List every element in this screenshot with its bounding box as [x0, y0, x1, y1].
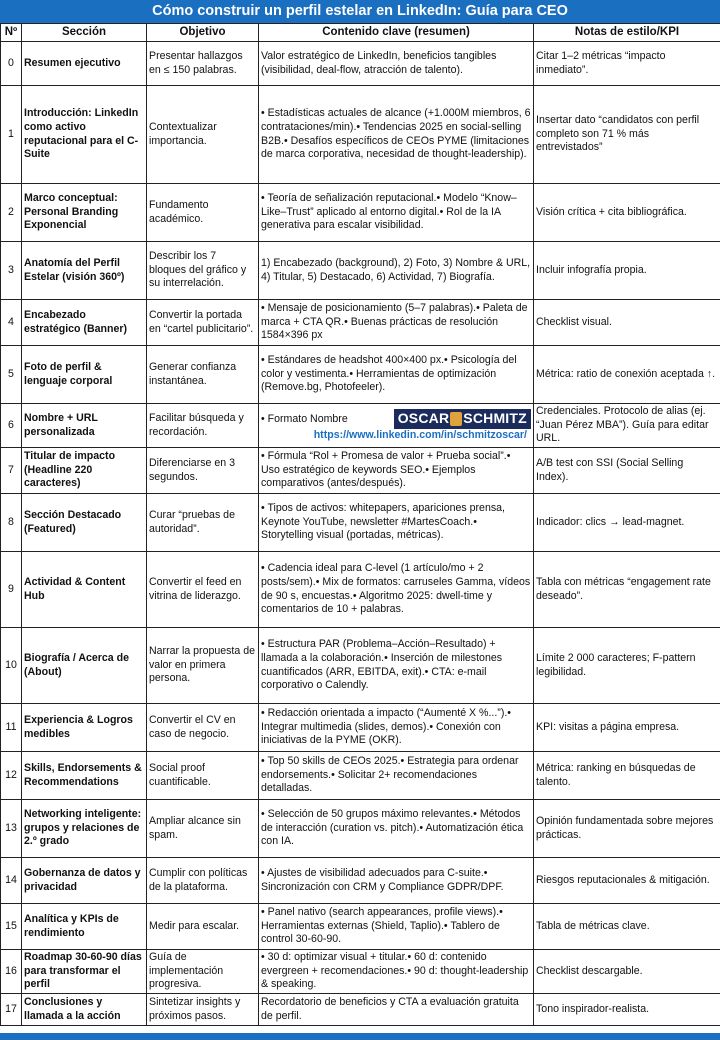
table-row: [1, 42, 720, 86]
row-objective: Convertir el CV en caso de negocio.: [147, 704, 259, 752]
row-objective: Ampliar alcance sin spam.: [147, 800, 259, 858]
row-notes: Métrica: ranking en búsquedas de talento.: [534, 752, 720, 800]
row-content: Recordatorio de beneficios y CTA a evaluación gratuita de perfil.: [259, 994, 534, 1026]
row-objective: Sintetizar insights y próximos pasos.: [147, 994, 259, 1026]
row-objective: Fundamento académico.: [147, 184, 259, 242]
logo-right-text: SCHMITZ: [463, 409, 527, 426]
table-row: [1, 752, 720, 800]
row-content: • Top 50 skills de CEOs 2025.• Estrategia para ordenar endorsements.• Solicitar 2+ recomendaciones detalladas.: [259, 752, 534, 800]
row-content: Valor estratégico de LinkedIn, beneficios tangibles (visibilidad, deal-flow, atracción de talento).: [259, 42, 534, 86]
row-content: • Estadísticas actuales de alcance (+1.000M miembros, 6 contrataciones/min).• Tendencias 2025 en social-selling B2B.• Desafíos específicos de CEOs PYME (limitaciones de marca corporativa, necesidad de thought-leadership).: [259, 86, 534, 184]
row-content: • 30 d: optimizar visual + titular.• 60 d: contenido evergreen + recomendaciones.• 90 d: thought-leadership & speaking.: [259, 950, 534, 994]
header-notes: Notas de estilo/KPI: [534, 24, 720, 42]
row-number: 0: [1, 42, 22, 86]
row-objective: Cumplir con políticas de la plataforma.: [147, 858, 259, 904]
row-section: Nombre + URL personalizada: [22, 404, 147, 448]
row-notes: Riesgos reputacionales & mitigación.: [534, 858, 720, 904]
table-row: [1, 448, 720, 494]
page-title: Cómo construir un perfil estelar en LinkedIn: Guía para CEO: [0, 0, 720, 23]
row-content: • Teoría de señalización reputacional.• Modelo “Know–Like–Trust” aplicado al entorno digital.• Rol de la IA generativa para escalar visibilidad.: [259, 184, 534, 242]
row-number: 15: [1, 904, 22, 950]
row-notes: Opinión fundamentada sobre mejores prácticas.: [534, 800, 720, 858]
row-content-text: • Formato Nombre: [261, 412, 348, 425]
header-content: Contenido clave (resumen): [259, 24, 534, 42]
row-section: Marco conceptual: Personal Branding Exponencial: [22, 184, 147, 242]
row-notes: Incluir infografía propia.: [534, 242, 720, 300]
table-row: [1, 346, 720, 404]
row-objective: Narrar la propuesta de valor en primera persona.: [147, 628, 259, 704]
row-section: Biografía / Acerca de (About): [22, 628, 147, 704]
row-number: 17: [1, 994, 22, 1026]
row-section: Actividad & Content Hub: [22, 552, 147, 628]
row-section: Encabezado estratégico (Banner): [22, 300, 147, 346]
table-row: [1, 800, 720, 858]
row-notes: Indicador: clics → lead-magnet.: [534, 494, 720, 552]
table-row: [1, 300, 720, 346]
row-section: Anatomía del Perfil Estelar (visión 360º): [22, 242, 147, 300]
row-number: 3: [1, 242, 22, 300]
row-notes: Métrica: ratio de conexión aceptada ↑.: [534, 346, 720, 404]
row-objective: Facilitar búsqueda y recordación.: [147, 404, 259, 448]
row-number: 8: [1, 494, 22, 552]
row-section: Skills, Endorsements & Recommendations: [22, 752, 147, 800]
row-content: • Estándares de headshot 400×400 px.• Psicología del color y vestimenta.• Herramientas de optimización (Remove.bg, Photofeeler).: [259, 346, 534, 404]
table-row: [1, 552, 720, 628]
row-content: • Estructura PAR (Problema–Acción–Resultado) + llamada a la colaboración.• Inserción de milestones cuantificados (ARR, EBITDA, exit).• CTA: e-mail corporativo o Calendly.: [259, 628, 534, 704]
footer-bar: [0, 1033, 720, 1040]
row-objective: Presentar hallazgos en ≤ 150 palabras.: [147, 42, 259, 86]
row-section: Gobernanza de datos y privacidad: [22, 858, 147, 904]
row-number: 5: [1, 346, 22, 404]
table-row: [1, 628, 720, 704]
row-number: 1: [1, 86, 22, 184]
row-objective: Convertir el feed en vitrina de liderazgo.: [147, 552, 259, 628]
row-section: Roadmap 30-60-90 días para transformar el perfil: [22, 950, 147, 994]
row-notes: Checklist visual.: [534, 300, 720, 346]
row-objective: Guía de implementación progresiva.: [147, 950, 259, 994]
row-number: 13: [1, 800, 22, 858]
table-header-row: [1, 24, 720, 42]
row-content: [259, 404, 534, 448]
row-number: 9: [1, 552, 22, 628]
row-number: 16: [1, 950, 22, 994]
row-number: 11: [1, 704, 22, 752]
table-row: [1, 86, 720, 184]
row-content: • Tipos de activos: whitepapers, apariciones prensa, Keynote YouTube, newsletter #MartesCoach.• Storytelling visual (portadas, métricas).: [259, 494, 534, 552]
row-notes: Citar 1–2 métricas “impacto inmediato”.: [534, 42, 720, 86]
header-section: Sección: [22, 24, 147, 42]
profile-url-link[interactable]: https://www.linkedin.com/in/schmitzoscar/: [313, 428, 527, 441]
header-num: Nº: [1, 24, 22, 42]
row-section: Resumen ejecutivo: [22, 42, 147, 86]
microphone-icon: [450, 412, 462, 426]
table-row: [1, 704, 720, 752]
row-section: Networking inteligente: grupos y relaciones de 2.º grado: [22, 800, 147, 858]
row-notes: Tabla con métricas “engagement rate deseado”.: [534, 552, 720, 628]
row-objective: Contextualizar importancia.: [147, 86, 259, 184]
table-row: [1, 904, 720, 950]
guide-table: [0, 23, 720, 1026]
logo-left-text: OSCAR: [397, 409, 450, 426]
row-notes: Tabla de métricas clave.: [534, 904, 720, 950]
row-section: Introducción: LinkedIn como activo reputacional para el C-Suite: [22, 86, 147, 184]
table-row: [1, 858, 720, 904]
row-notes: KPI: visitas a página empresa.: [534, 704, 720, 752]
row-number: 4: [1, 300, 22, 346]
table-row: [1, 404, 720, 448]
row-number: 12: [1, 752, 22, 800]
row-notes: Tono inspirador-realista.: [534, 994, 720, 1026]
row-number: 6: [1, 404, 22, 448]
row-notes: Límite 2 000 caracteres; F-pattern legibilidad.: [534, 628, 720, 704]
row-notes: Visión crítica + cita bibliográfica.: [534, 184, 720, 242]
row-notes: Credenciales. Protocolo de alias (ej. “Juan Pérez MBA”). Guía para editar URL.: [534, 404, 720, 448]
row-objective: Social proof cuantificable.: [147, 752, 259, 800]
row-section: Experiencia & Logros medibles: [22, 704, 147, 752]
row-content: • Panel nativo (search appearances, profile views).• Herramientas externas (Shield, Taplio).• Tablero de control 30-60-90.: [259, 904, 534, 950]
row-objective: Diferenciarse en 3 segundos.: [147, 448, 259, 494]
row-content: • Cadencia ideal para C-level (1 artículo/mo + 2 posts/sem).• Mix de formatos: carruseles Gamma, vídeos de 90 s, encuestas.• Algoritmo 2025: dwell-time y comentarios de 10 + palabras.: [259, 552, 534, 628]
table-row: [1, 242, 720, 300]
row-objective: Describir los 7 bloques del gráfico y su interrelación.: [147, 242, 259, 300]
table-row: [1, 494, 720, 552]
row-notes: Checklist descargable.: [534, 950, 720, 994]
row-content: • Mensaje de posicionamiento (5–7 palabras).• Paleta de marca + CTA QR.• Buenas prácticas de resolución 1584×396 px: [259, 300, 534, 346]
row-content: • Ajustes de visibilidad adecuados para C-suite.• Sincronización con CRM y Compliance GDPR/DPF.: [259, 858, 534, 904]
row-number: 2: [1, 184, 22, 242]
row-notes: A/B test con SSI (Social Selling Index).: [534, 448, 720, 494]
row-number: 14: [1, 858, 22, 904]
row-content: • Redacción orientada a impacto (“Aumenté X %...”).• Integrar multimedia (slides, demos).• Conexión con iniciativas de la PYME (OKR).: [259, 704, 534, 752]
table-row: [1, 950, 720, 994]
row-notes: Insertar dato “candidatos con perfil completo son 71 % más entrevistados”: [534, 86, 720, 184]
row-objective: Medir para escalar.: [147, 904, 259, 950]
row-section: Conclusiones y llamada a la acción: [22, 994, 147, 1026]
row-content: • Fórmula “Rol + Promesa de valor + Prueba social”.• Uso estratégico de keywords SEO.• Ejemplos comparativos (antes/después).: [259, 448, 534, 494]
row-objective: Convertir la portada en “cartel publicitario”.: [147, 300, 259, 346]
header-objective: Objetivo: [147, 24, 259, 42]
row-number: 10: [1, 628, 22, 704]
row-section: Titular de impacto (Headline 220 caracteres): [22, 448, 147, 494]
row-number: 7: [1, 448, 22, 494]
row-objective: Generar confianza instantánea.: [147, 346, 259, 404]
row-content: • Selección de 50 grupos máximo relevantes.• Métodos de interacción (curation vs. pitch).• Automatización ética con IA.: [259, 800, 534, 858]
row-section: Foto de perfil & lenguaje corporal: [22, 346, 147, 404]
brand-logo: [394, 409, 531, 429]
row-objective: Curar “pruebas de autoridad”.: [147, 494, 259, 552]
table-row: [1, 184, 720, 242]
table-row: [1, 994, 720, 1026]
row-section: Sección Destacado (Featured): [22, 494, 147, 552]
row-content: 1) Encabezado (background), 2) Foto, 3) Nombre & URL, 4) Titular, 5) Destacado, 6) Actividad, 7) Biografía.: [259, 242, 534, 300]
row-section: Analítica y KPIs de rendimiento: [22, 904, 147, 950]
